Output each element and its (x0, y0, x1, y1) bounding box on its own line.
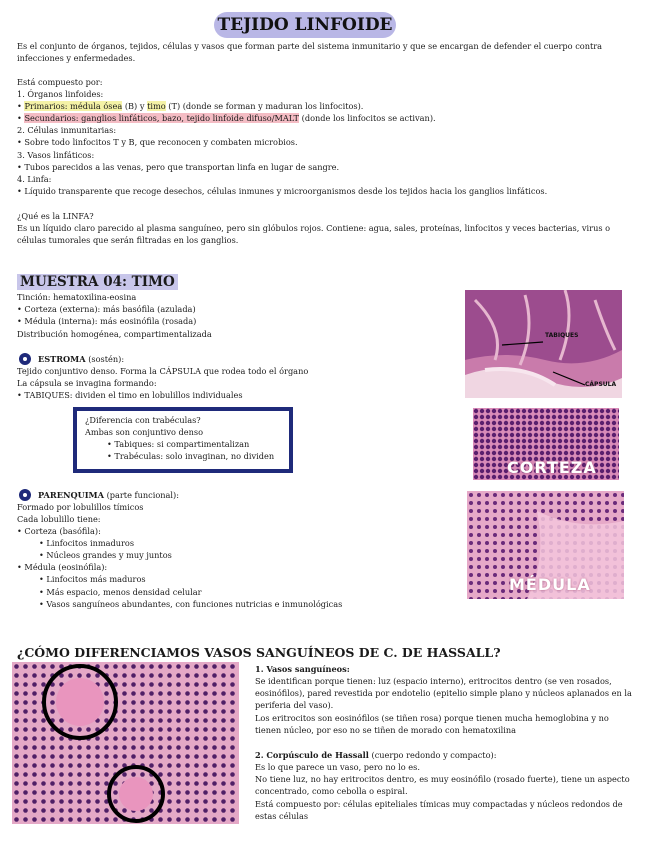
text-line: • Corteza (basófila): (17, 526, 101, 536)
text-line: Formado por lobulillos tímicos (17, 502, 144, 512)
medula-image (467, 491, 624, 599)
list-item: 2. Células inmunitarias: (17, 125, 117, 135)
text-line: • Médula (eosinófila): (17, 562, 108, 572)
text-line: periferia del vaso). (255, 700, 334, 710)
text-line: concentrado, como cebolla o espiral. (255, 786, 408, 796)
corpusculo-title-text: 2. Corpúsculo de Hassall (255, 750, 369, 760)
list-item: 1. Órganos linfoides: (17, 89, 104, 99)
list-item (17, 100, 363, 112)
note-line: ¿Diferencia con trabéculas? (85, 415, 201, 425)
text-line: Es lo que parece un vaso, pero no lo es. (255, 762, 420, 772)
intro-line: Es el conjunto de órganos, tejidos, células y vasos que forman parte del sistema inmunitario y que se encargan de defender el cuerpo contra (17, 41, 603, 51)
text: (donde los linfocitos se activan). (299, 113, 436, 123)
vasos-title-text: 1. Vasos sanguíneos: (255, 664, 350, 674)
corpusculo-title (255, 749, 496, 761)
vasos-title (255, 663, 350, 675)
list-item: • Tubos parecidos a las venas, pero que transportan linfa en lugar de sangre. (17, 162, 340, 172)
parenquima-title: PARENQUIMA (38, 490, 104, 500)
list-item: 3. Vasos linfáticos: (17, 150, 95, 160)
estroma-sub: (sostén): (85, 354, 125, 364)
text-line: • Linfocitos inmaduros (39, 538, 135, 548)
bullet: • (17, 101, 25, 111)
text: (B) y (122, 101, 148, 111)
text-line: • Corteza (externa): más basófila (azulada) (17, 304, 196, 314)
text-line: • Más espacio, menos densidad celular (39, 587, 202, 597)
text-line: tienen núcleo, por eso no se tiñen de morado con hematoxilina (255, 725, 517, 735)
bullet: • (17, 113, 25, 123)
histology-hassall-svg (12, 662, 239, 824)
page-title: TEJIDO LINFOIDE (214, 12, 396, 38)
text-line: La cápsula se invagina formando: (17, 378, 157, 388)
intro-line: infecciones y enfermedades. (17, 53, 136, 63)
text-line: • Núcleos grandes y muy juntos (39, 550, 172, 560)
text-line: • Vasos sanguíneos abundantes, con funciones nutricias e inmunológicas (39, 599, 343, 609)
question: ¿Qué es la LINFA? (17, 211, 94, 221)
list-item (17, 112, 436, 124)
answer-line: Es un líquido claro parecido al plasma sanguíneo, pero sin glóbulos rojos. Contiene: agua, sales, proteínas, linfocitos y veces bacterias, virus o (17, 223, 611, 233)
list-item: 4. Linfa: (17, 174, 52, 184)
highlight-primarios: Primarios: médula ósea (24, 101, 123, 111)
text-line: • TABIQUES: dividen el timo en lobulillos individuales (17, 390, 243, 400)
corpusculo-sub: (cuerpo redondo y compacto): (368, 750, 497, 760)
text-line: No tiene luz, no hay eritrocitos dentro, es muy eosinófilo (rosado fuerte), tiene un aspecto (255, 774, 630, 784)
text-line: Está compuesto por: células epiteliales tímicas muy compactadas y núcleos redondos de (255, 799, 623, 809)
circle-bullet-icon (19, 353, 31, 365)
text-line: Los eritrocitos son eosinófilos (se tiñen rosa) porque tienen mucha hemoglobina y no (255, 713, 609, 723)
label-capsula: CÁPSULA (585, 381, 617, 388)
label-tabiques: TABIQUES (545, 332, 579, 339)
estroma-heading (38, 353, 124, 365)
text-line: eosinófilos), pared revestida por endotelio (epitelio simple plano y núcleos aplanados en la (255, 688, 632, 698)
text-line: • Linfocitos más maduros (39, 574, 146, 584)
note-line: • Tabiques: si compartimentalizan (107, 439, 250, 449)
thymus-lobules-image (465, 290, 622, 398)
text-line: Se identifican porque tienen: luz (espacio interno), eritrocitos dentro (se ven rosados, (255, 676, 612, 686)
section-heading-muestra: MUESTRA 04: TIMO (17, 274, 178, 290)
text-line: Tinción: hematoxilina-eosina (17, 292, 137, 302)
text-line: Distribución homogénea, compartimentalizada (17, 329, 212, 339)
text-line: Cada lobulillo tiene: (17, 514, 101, 524)
circle-bullet-icon (19, 489, 31, 501)
list-item: • Líquido transparente que recoge desechos, células inmunes y microorganismos desde los tejidos hacia los ganglios linfáticos. (17, 186, 548, 196)
corteza-image (473, 408, 619, 480)
text-line: Tejido conjuntivo denso. Forma la CÁPSULA que rodea todo el órgano (17, 366, 309, 376)
highlight-timo: timo (147, 101, 166, 111)
note-line: Ambas son conjuntivo denso (85, 427, 204, 437)
parenquima-sub: (parte funcional): (103, 490, 179, 500)
answer-line: células tumorales que serán filtradas en los ganglios. (17, 235, 239, 245)
text: (T) (donde se forman y maduran los linfocitos). (165, 101, 364, 111)
list-item: • Sobre todo linfocitos T y B, que reconocen y combaten microbios. (17, 137, 298, 147)
note-line: • Trabéculas: solo invaginan, no dividen (107, 451, 275, 461)
label-medula: MÉDULA (509, 575, 591, 594)
intro-composed: Está compuesto por: (17, 77, 103, 87)
section-heading-hassall: ¿CÓMO DIFERENCIAMOS VASOS SANGUÍNEOS DE C. DE HASSALL? (17, 645, 501, 660)
parenquima-heading (38, 489, 179, 501)
text-line: estas células (255, 811, 309, 821)
text-line: • Médula (interna): más eosinófila (rosada) (17, 316, 197, 326)
estroma-title: ESTROMA (38, 354, 86, 364)
label-corteza: CORTEZA (507, 458, 597, 477)
highlight-secundarios: Secundarios: ganglios linfáticos, bazo, tejido linfoide difuso/MALT (24, 113, 300, 123)
hassall-image (12, 662, 239, 824)
